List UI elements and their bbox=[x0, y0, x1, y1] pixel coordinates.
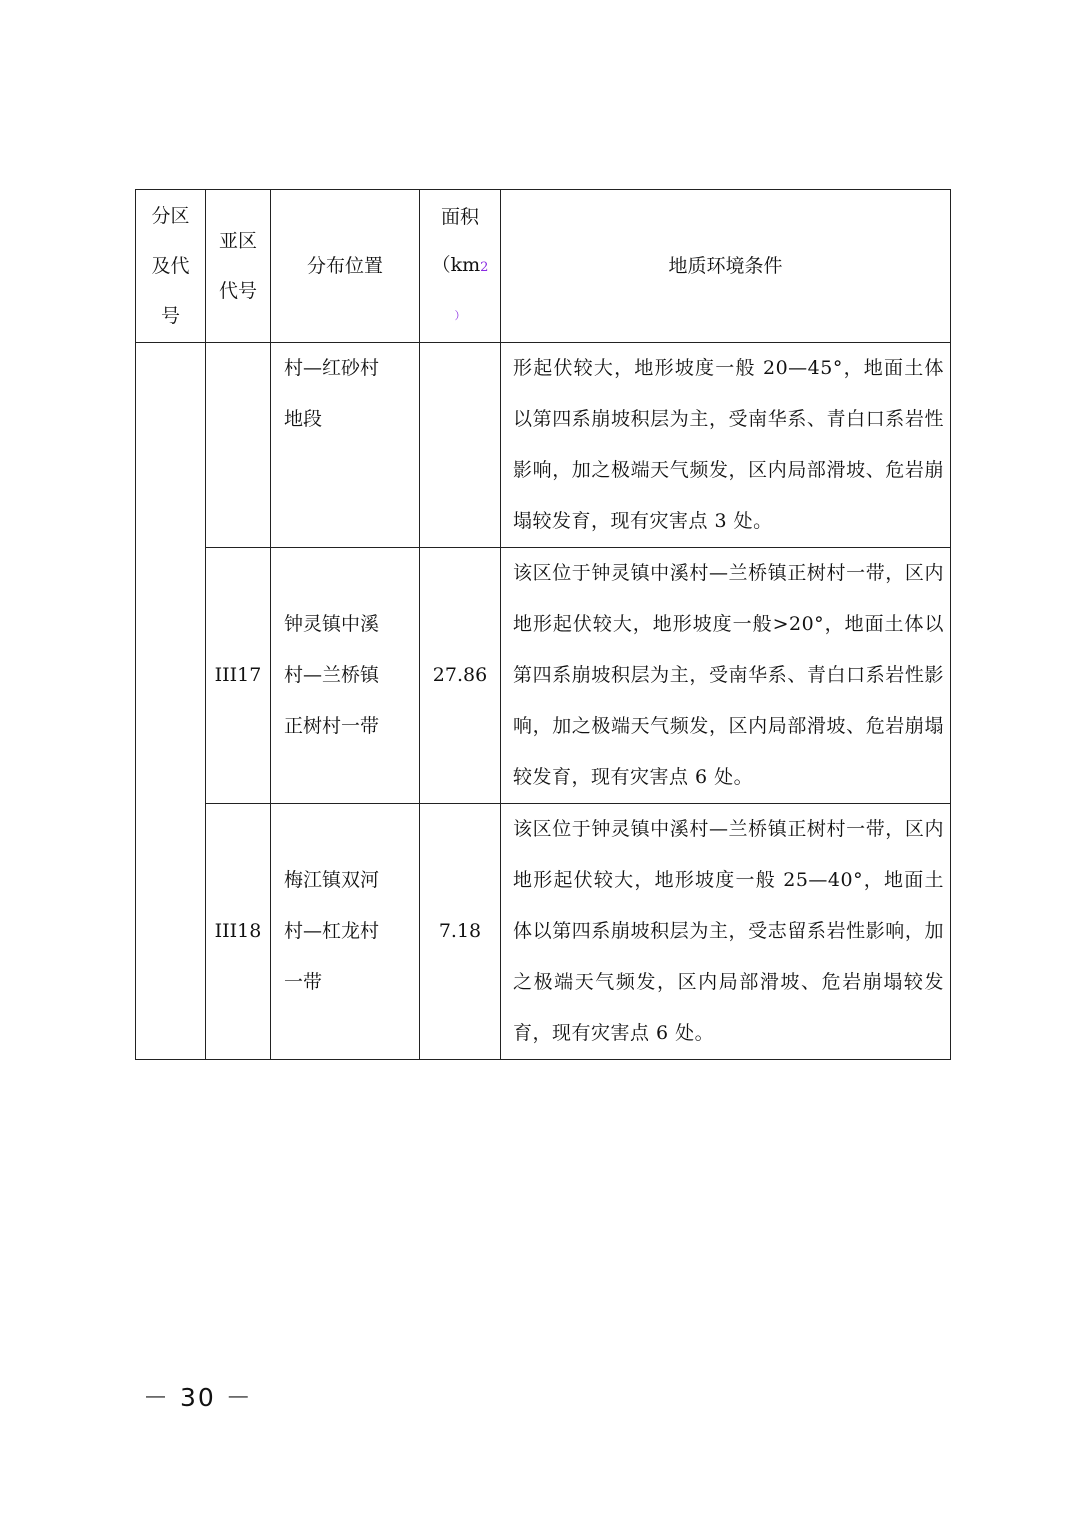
table-header-row bbox=[136, 190, 951, 343]
condition-cell: 该区位于钟灵镇中溪村—兰桥镇正树村一带，区内地形起伏较大，地形坡度一般 25—40°，地面土体以第四系崩坡积层为主，受志留系岩性影响，加之极端天气频发，区内局部滑坡、危岩崩塌较发育，现有灾害点 6 处。 bbox=[501, 804, 951, 1060]
location-cell: 村—红砂村 地段 bbox=[271, 343, 420, 548]
location-cell: 梅江镇双河 村—杠龙村 一带 bbox=[271, 804, 420, 1060]
header-location: 分布位置 bbox=[271, 190, 420, 343]
location-cell: 钟灵镇中溪 村—兰桥镇 正树村一带 bbox=[271, 548, 420, 804]
header-area: 面积 （km2 ） bbox=[420, 190, 501, 343]
area-cell bbox=[420, 343, 501, 548]
table-row bbox=[136, 548, 951, 804]
zone-code-cell bbox=[136, 343, 206, 1060]
table-row bbox=[136, 343, 951, 548]
subzone-code-cell: III17 bbox=[206, 548, 271, 804]
geology-zone-table bbox=[135, 189, 951, 1060]
condition-cell: 该区位于钟灵镇中溪村—兰桥镇正树村一带，区内地形起伏较大，地形坡度一般>20°，地面土体以第四系崩坡积层为主，受南华系、青白口系岩性影响，加之极端天气频发，区内局部滑坡、危岩崩塌较发育，现有灾害点 6 处。 bbox=[501, 548, 951, 804]
header-subzone-code: 亚区 代号 bbox=[206, 190, 271, 343]
header-zone-code: 分区 及代 号 bbox=[136, 190, 206, 343]
page-number: － 30 － bbox=[143, 1383, 253, 1412]
area-cell: 27.86 bbox=[420, 548, 501, 804]
table-row bbox=[136, 804, 951, 1060]
condition-cell: 形起伏较大，地形坡度一般 20—45°，地面土体以第四系崩坡积层为主，受南华系、青白口系岩性影响，加之极端天气频发，区内局部滑坡、危岩崩塌较发育，现有灾害点 3 处。 bbox=[501, 343, 951, 548]
header-geo-condition: 地质环境条件 bbox=[501, 190, 951, 343]
subzone-code-cell bbox=[206, 343, 271, 548]
area-cell: 7.18 bbox=[420, 804, 501, 1060]
subzone-code-cell: III18 bbox=[206, 804, 271, 1060]
